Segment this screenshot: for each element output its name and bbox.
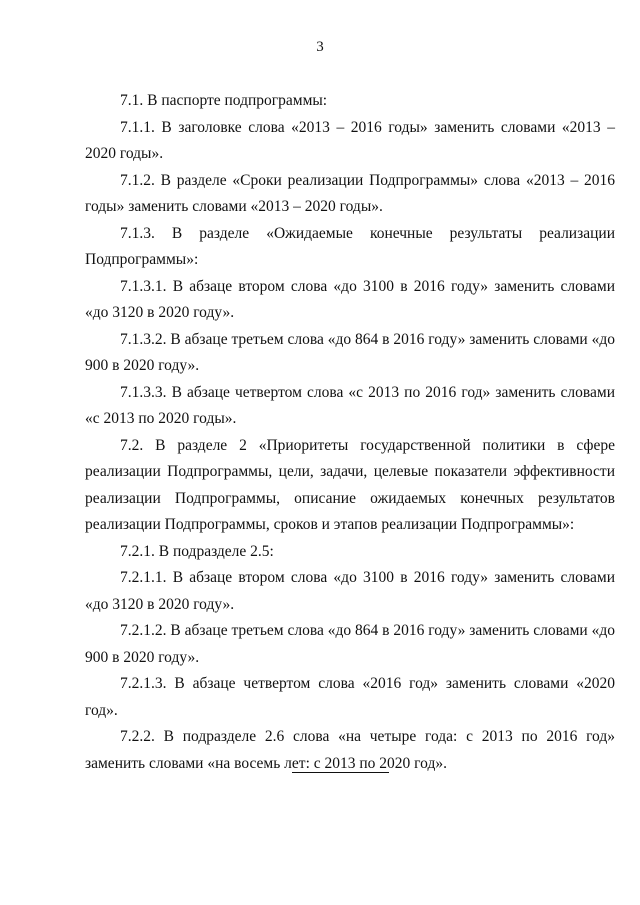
paragraph-7-1-3-1: 7.1.3.1. В абзаце втором слова «до 3100 в 2016 году» заменить словами «до 3120 в 2020 году». bbox=[85, 277, 615, 321]
closing-divider-line bbox=[292, 772, 389, 773]
paragraph-7-2: 7.2. В разделе 2 «Приоритеты государственной политики в сфере реализации Подпрограммы, цели, задачи, целевые показатели эффективности реализации Подпрограммы, описание ожидаемых конечных результатов реализации Подпрограммы, сроков и этапов реализации Подпрограммы»: bbox=[85, 436, 615, 533]
paragraph-7-2-1-1: 7.2.1.1. В абзаце втором слова «до 3100 в 2016 году» заменить словами «до 3120 в 2020 году». bbox=[85, 569, 615, 613]
paragraph-7-2-1-3: 7.2.1.3. В абзаце четвертом слова «2016 год» заменить словами «2020 год». bbox=[85, 675, 615, 719]
paragraph-7-2-1-2: 7.2.1.2. В абзаце третьем слова «до 864 в 2016 году» заменить словами «до 900 в 2020 году». bbox=[85, 622, 615, 666]
paragraph-7-1: 7.1. В паспорте подпрограммы: bbox=[120, 92, 328, 109]
paragraph-7-1-3-2: 7.1.3.2. В абзаце третьем слова «до 864 в 2016 году» заменить словами «до 900 в 2020 году». bbox=[85, 330, 615, 374]
paragraph-7-2-2: 7.2.2. В подразделе 2.6 слова «на четыре года: с 2013 по 2016 год» заменить словами «на восемь лет: с 2013 по 2020 год». bbox=[85, 728, 615, 772]
document-body bbox=[85, 88, 615, 777]
paragraph-7-1-3: 7.1.3. В разделе «Ожидаемые конечные результаты реализации Подпрограммы»: bbox=[85, 224, 615, 268]
paragraph-7-1-1: 7.1.1. В заголовке слова «2013 – 2016 годы» заменить словами «2013 – 2020 годы». bbox=[85, 118, 615, 162]
paragraph-7-2-1: 7.2.1. В подразделе 2.5: bbox=[120, 542, 274, 560]
paragraph-7-1-3-3: 7.1.3.3. В абзаце четвертом слова «с 2013 по 2016 год» заменить словами «с 2013 по 2020 годы». bbox=[85, 383, 615, 427]
page-number: 3 bbox=[316, 39, 324, 55]
paragraph-7-1-2: 7.1.2. В разделе «Сроки реализации Подпрограммы» слова «2013 – 2016 годы» заменить словами «2013 – 2020 годы». bbox=[85, 171, 615, 215]
